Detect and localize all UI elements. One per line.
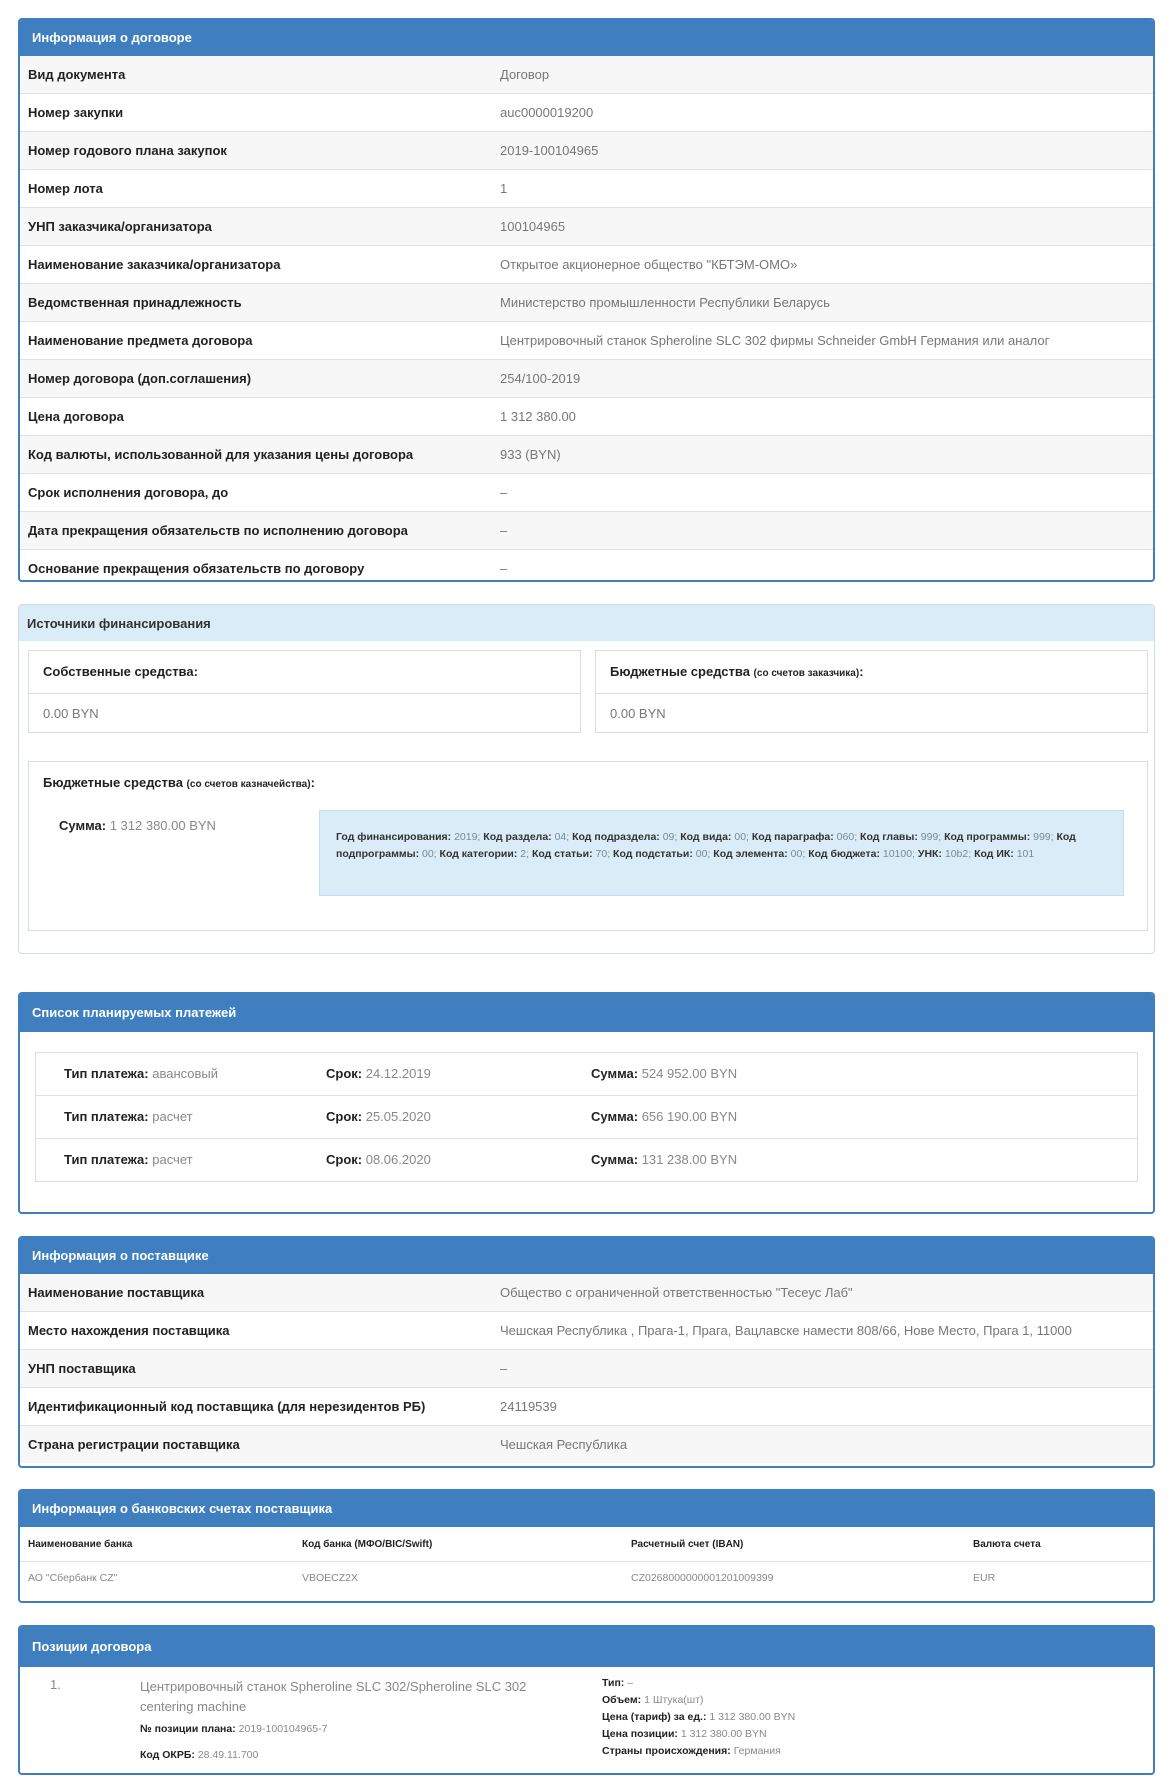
own-funds-box: [28, 650, 581, 733]
payment-row: [36, 1138, 1137, 1181]
payment-date: Срок: 25.05.2020: [326, 1109, 431, 1124]
row-value: Открытое акционерное общество "КБТЭМ-ОМО»: [492, 246, 1153, 284]
budget-customer-box: [595, 650, 1148, 733]
detail-label: Код вида:: [680, 831, 732, 843]
detail-value: 00;: [695, 848, 711, 860]
row-label: Номер годового плана закупок: [20, 132, 492, 170]
detail-label: Код параграфа:: [751, 831, 834, 843]
row-value: 933 (BYN): [492, 436, 1153, 474]
table-row: [20, 474, 1153, 512]
payment-type: Тип платежа: авансовый: [64, 1066, 219, 1081]
bank-header-name: Наименование банка: [20, 1527, 294, 1562]
table-row: [20, 1562, 1153, 1595]
row-value: 24119539: [492, 1388, 1153, 1426]
payments-list: [35, 1052, 1138, 1182]
position-okrb: Код ОКРБ: 28.49.11.700: [140, 1749, 259, 1761]
row-label: Наименование поставщика: [20, 1274, 492, 1312]
row-value: 1 312 380.00: [492, 398, 1153, 436]
own-funds-value: 0.00 BYN: [43, 706, 99, 721]
detail-value: 09;: [662, 831, 678, 843]
row-label: Дата прекращения обязательств по исполнению договора: [20, 512, 492, 550]
row-label: Вид документа: [20, 56, 492, 94]
funding-panel: [18, 604, 1155, 954]
sum-label: Сумма:: [59, 818, 107, 833]
table-row: [20, 1312, 1153, 1350]
row-label: Наименование заказчика/организатора: [20, 246, 492, 284]
row-value: –: [492, 512, 1153, 550]
row-value: Чешская Республика , Прага-1, Прага, Вацлавске намести 808/66, Нове Место, Прага 1, 11000: [492, 1312, 1153, 1350]
budget-details-box: [319, 810, 1124, 896]
detail-value: 060;: [836, 831, 858, 843]
payment-sum: Сумма: 131 238.00 BYN: [591, 1152, 738, 1167]
supplier-panel: [18, 1236, 1155, 1468]
detail-label: Код подпрограммы:: [336, 831, 1076, 860]
detail-value: 101: [1016, 848, 1035, 860]
detail-label: Код ИК:: [974, 848, 1014, 860]
budget-customer-label: Бюджетные средства (со счетов заказчика):: [596, 651, 1147, 694]
table-row: [20, 436, 1153, 474]
table-row: [20, 284, 1153, 322]
budget-treasury-box: [28, 761, 1148, 931]
detail-value: 00;: [790, 848, 806, 860]
row-value: Чешская Республика: [492, 1426, 1153, 1464]
table-row: [20, 1350, 1153, 1388]
bank-title: Информация о банковских счетах поставщика: [20, 1491, 1153, 1527]
table-row: [20, 170, 1153, 208]
bank-header-currency: Валюта счета: [965, 1527, 1153, 1562]
table-row: [20, 1388, 1153, 1426]
row-label: Номер закупки: [20, 94, 492, 132]
payment-row: [36, 1052, 1137, 1095]
table-row: [20, 360, 1153, 398]
detail-label: Код категории:: [439, 848, 518, 860]
positions-title: Позиции договора: [20, 1627, 1153, 1667]
row-label: Наименование предмета договора: [20, 322, 492, 360]
row-label: Идентификационный код поставщика (для нерезидентов РБ): [20, 1388, 492, 1426]
table-row: [20, 322, 1153, 360]
bank-name-cell: АО "Сбербанк CZ": [28, 1572, 118, 1584]
sum-value: 1 312 380.00 BYN: [109, 818, 216, 833]
row-label: Срок исполнения договора, до: [20, 474, 492, 512]
detail-value: 04;: [554, 831, 570, 843]
row-label: Страна регистрации поставщика: [20, 1426, 492, 1464]
detail-value: 00;: [734, 831, 749, 843]
bank-code-cell: VBOECZ2X: [302, 1572, 359, 1584]
budget-treasury-note: (со счетов казначейства): [186, 779, 311, 790]
row-label: Код валюты, использованной для указания цены договора: [20, 436, 492, 474]
payment-sum: Сумма: 524 952.00 BYN: [591, 1066, 738, 1081]
detail-value: 2;: [520, 848, 530, 860]
bank-currency-cell: EUR: [973, 1572, 996, 1584]
table-row: [20, 56, 1153, 94]
detail-value: 2019;: [454, 831, 481, 843]
row-value: –: [492, 474, 1153, 512]
detail-label: Код элемента:: [713, 848, 788, 860]
row-label: УНП заказчика/организатора: [20, 208, 492, 246]
detail-label: Код раздела:: [483, 831, 552, 843]
bank-iban-cell: CZ0268000000001201009399: [631, 1572, 774, 1584]
row-value: auc0000019200: [492, 94, 1153, 132]
bank-header-iban: Расчетный счет (IBAN): [623, 1527, 965, 1562]
position-unit-price: Цена (тариф) за ед.: 1 312 380.00 BYN: [602, 1711, 796, 1723]
detail-label: Код подстатьи:: [613, 848, 693, 860]
contract-info-panel: [18, 18, 1155, 582]
detail-label: Год финансирования:: [336, 831, 452, 843]
row-value: 2019-100104965: [492, 132, 1153, 170]
table-row: [20, 94, 1153, 132]
row-label: Номер договора (доп.соглашения): [20, 360, 492, 398]
row-label: Ведомственная принадлежность: [20, 284, 492, 322]
budget-customer-note: (со счетов заказчика): [753, 668, 860, 679]
detail-value: 999;: [920, 831, 942, 843]
row-value: –: [492, 550, 1153, 583]
row-value: 100104965: [492, 208, 1153, 246]
row-label: Номер лота: [20, 170, 492, 208]
contract-info-table: [20, 56, 1153, 582]
payment-date: Срок: 08.06.2020: [326, 1152, 431, 1167]
detail-label: Код главы:: [860, 831, 918, 843]
row-value: 254/100-2019: [492, 360, 1153, 398]
budget-treasury-label: Бюджетные средства (со счетов казначейства):: [43, 775, 315, 790]
position-price: Цена позиции: 1 312 380.00 BYN: [602, 1728, 767, 1740]
position-number: 1.: [50, 1677, 61, 1692]
bank-header-code: Код банка (МФО/BIC/Swift): [294, 1527, 623, 1562]
detail-label: УНК:: [917, 848, 942, 860]
detail-value: 10100;: [882, 848, 915, 860]
detail-value: 00;: [422, 848, 437, 860]
payment-type: Тип платежа: расчет: [64, 1109, 193, 1124]
row-label: Место нахождения поставщика: [20, 1312, 492, 1350]
table-row: [20, 398, 1153, 436]
row-value: Министерство промышленности Республики Беларусь: [492, 284, 1153, 322]
position-name: Центрировочный станок Spheroline SLC 302/Spheroline SLC 302 centering machine: [140, 1679, 527, 1714]
row-label: Основание прекращения обязательств по договору: [20, 550, 492, 583]
budget-customer-value: 0.00 BYN: [610, 706, 666, 721]
own-funds-label: Собственные средства:: [29, 651, 580, 694]
funding-title: Источники финансирования: [19, 605, 1154, 641]
positions-panel: [18, 1625, 1155, 1775]
row-value: –: [492, 1350, 1153, 1388]
detail-label: Код программы:: [944, 831, 1031, 843]
bank-table: [20, 1527, 1153, 1594]
position-qty: Объем: 1 Штука(шт): [602, 1694, 704, 1706]
supplier-title: Информация о поставщике: [20, 1238, 1153, 1274]
budget-treasury-sum: [59, 818, 216, 833]
payment-row: [36, 1095, 1137, 1138]
row-label: Цена договора: [20, 398, 492, 436]
table-row: [20, 1274, 1153, 1312]
position-origin: Страны происхождения: Германия: [602, 1745, 781, 1757]
payment-sum: Сумма: 656 190.00 BYN: [591, 1109, 738, 1124]
detail-label: Код подраздела:: [572, 831, 660, 843]
position-plan: № позиции плана: 2019-100104965-7: [140, 1723, 328, 1735]
row-value: 1: [492, 170, 1153, 208]
detail-value: 10b2;: [944, 848, 972, 860]
supplier-table: [20, 1274, 1153, 1463]
detail-value: 70;: [595, 848, 611, 860]
position-type: Тип: –: [602, 1677, 634, 1689]
payments-title: Список планируемых платежей: [20, 994, 1153, 1032]
detail-label: Код статьи:: [531, 848, 593, 860]
contract-info-title: Информация о договоре: [20, 20, 1153, 56]
row-value: Договор: [492, 56, 1153, 94]
payment-type: Тип платежа: расчет: [64, 1152, 193, 1167]
row-label: УНП поставщика: [20, 1350, 492, 1388]
table-row: [20, 246, 1153, 284]
table-row: [20, 550, 1153, 583]
table-row: [20, 1426, 1153, 1464]
bank-header-row: [20, 1527, 1153, 1562]
row-value: Центрировочный станок Spheroline SLC 302 фирмы Schneider GmbH Германия или аналог: [492, 322, 1153, 360]
detail-value: 999;: [1033, 831, 1054, 843]
position-details: [602, 1675, 795, 1760]
detail-label: Код бюджета:: [808, 848, 880, 860]
table-row: [20, 132, 1153, 170]
bank-panel: [18, 1489, 1155, 1603]
payment-date: Срок: 24.12.2019: [326, 1066, 431, 1081]
table-row: [20, 208, 1153, 246]
table-row: [20, 512, 1153, 550]
row-value: Общество с ограниченной ответственностью "Тесеус Лаб": [492, 1274, 1153, 1312]
position-item: [20, 1667, 1153, 1775]
payments-panel: [18, 992, 1155, 1214]
